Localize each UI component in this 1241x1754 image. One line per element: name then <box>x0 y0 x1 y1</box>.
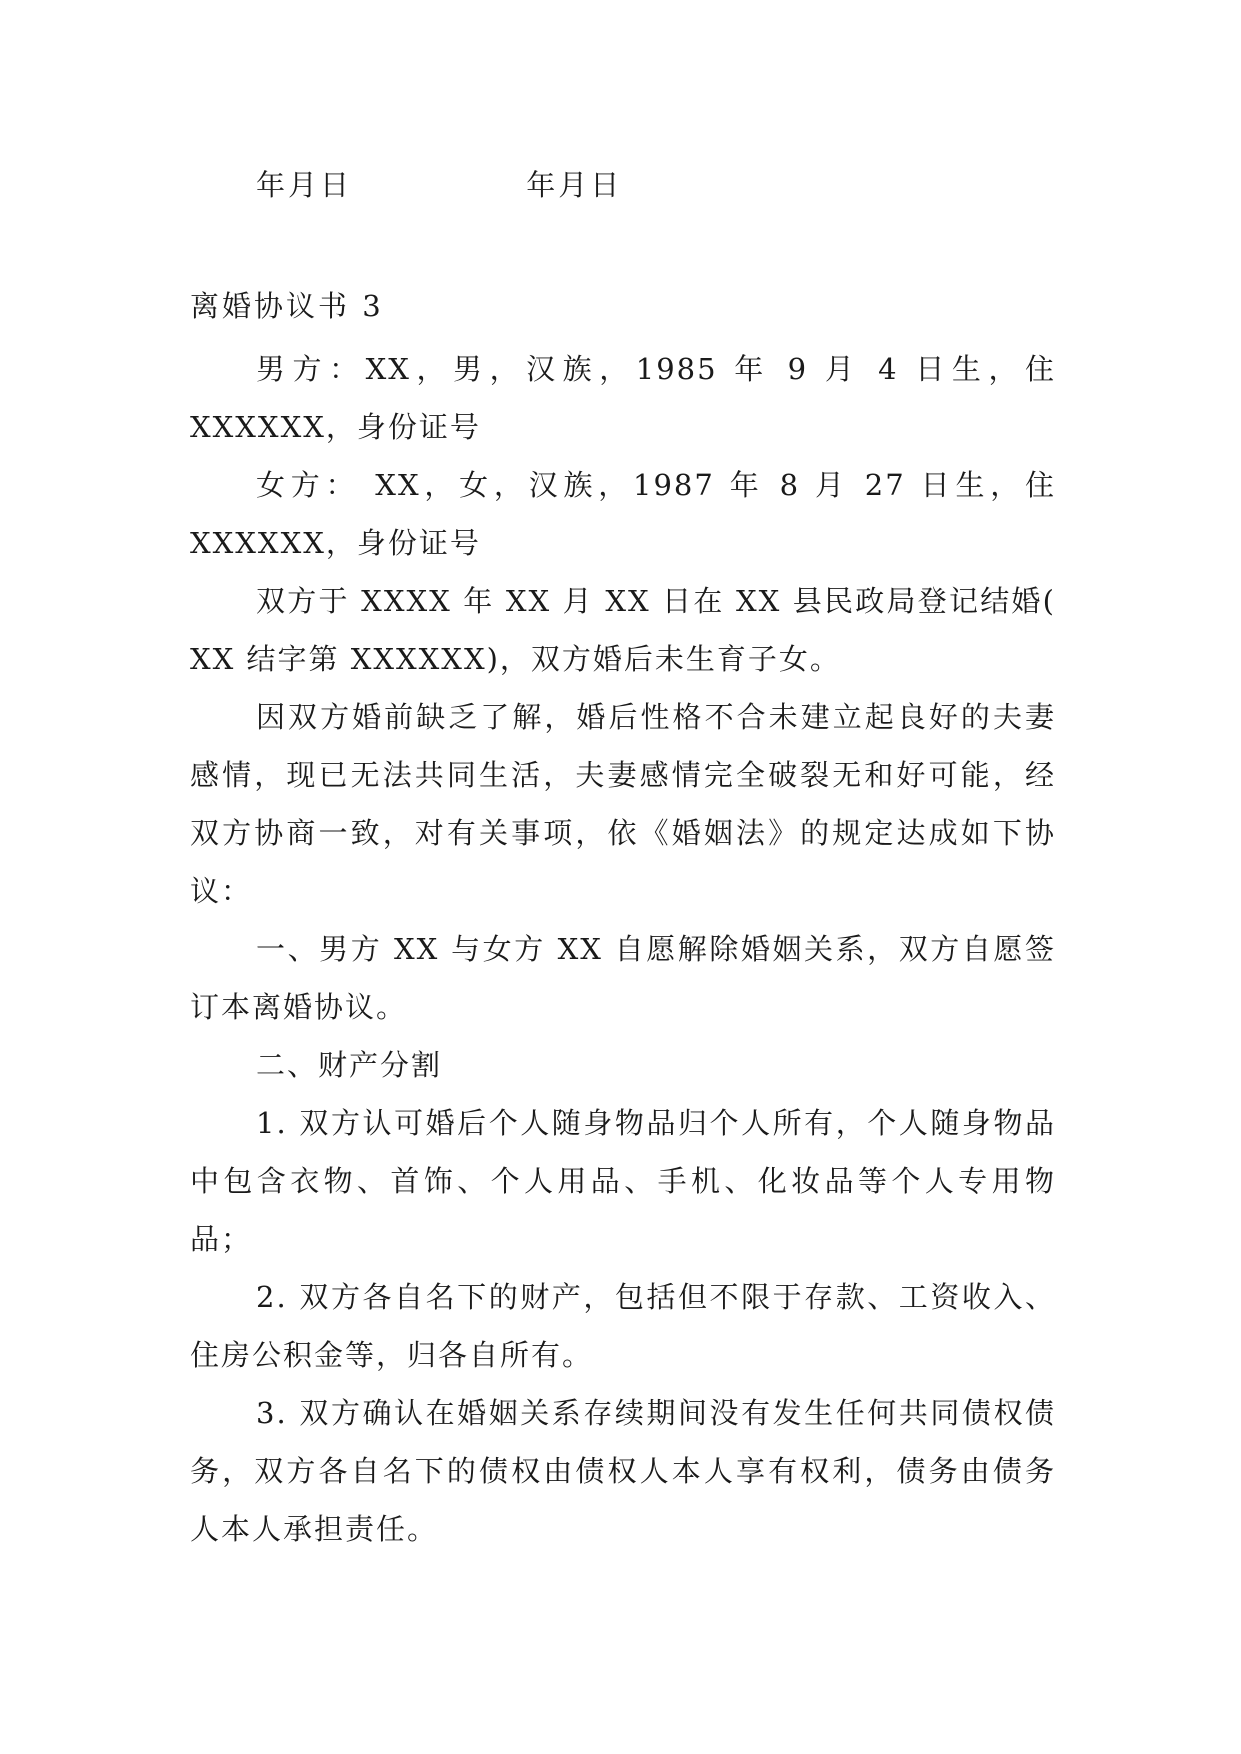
paragraph-male-party: 男方：XX，男，汉族，1985 年 9 月 4 日生，住 XXXXXX，身份证号 <box>190 352 1056 444</box>
paragraph-clause-1: 一、男方 XX 与女方 XX 自愿解除婚姻关系，双方自愿签订本离婚协议。 <box>190 932 1056 1024</box>
signature-date-line <box>256 163 622 204</box>
date-left: 年月日 <box>256 168 353 202</box>
paragraph-female-party: 女方： XX，女，汉族，1987 年 8 月 27 日生，住 XXXXXX，身份证号 <box>190 468 1056 560</box>
paragraph-marriage-registration: 双方于 XXXX 年 XX 月 XX 日在 XX 县民政局登记结婚( XX 结字第 XXXXXX)，双方婚后未生育子女。 <box>190 584 1056 676</box>
document-title: 离婚协议书 3 <box>190 289 384 323</box>
paragraph-reason: 因双方婚前缺乏了解，婚后性格不合未建立起良好的夫妻感情，现已无法共同生活，夫妻感情完全破裂无和好可能，经双方协商一致，对有关事项，依《婚姻法》的规定达成如下协议： <box>190 700 1056 908</box>
paragraph-item-3: 3. 双方确认在婚姻关系存续期间没有发生任何共同债权债务，双方各自名下的债权由债权人本人享有权利，债务由债务人本人承担责任。 <box>190 1396 1056 1546</box>
paragraph-item-2: 2. 双方各自名下的财产，包括但不限于存款、工资收入、住房公积金等，归各自所有。 <box>190 1280 1056 1372</box>
document-body <box>190 340 1056 1558</box>
paragraph-item-1: 1. 双方认可婚后个人随身物品归个人所有，个人随身物品中包含衣物、首饰、个人用品、手机、化妆品等个人专用物品； <box>190 1106 1056 1256</box>
date-right: 年月日 <box>526 168 623 202</box>
paragraph-clause-2-heading: 二、财产分割 <box>256 1048 443 1082</box>
